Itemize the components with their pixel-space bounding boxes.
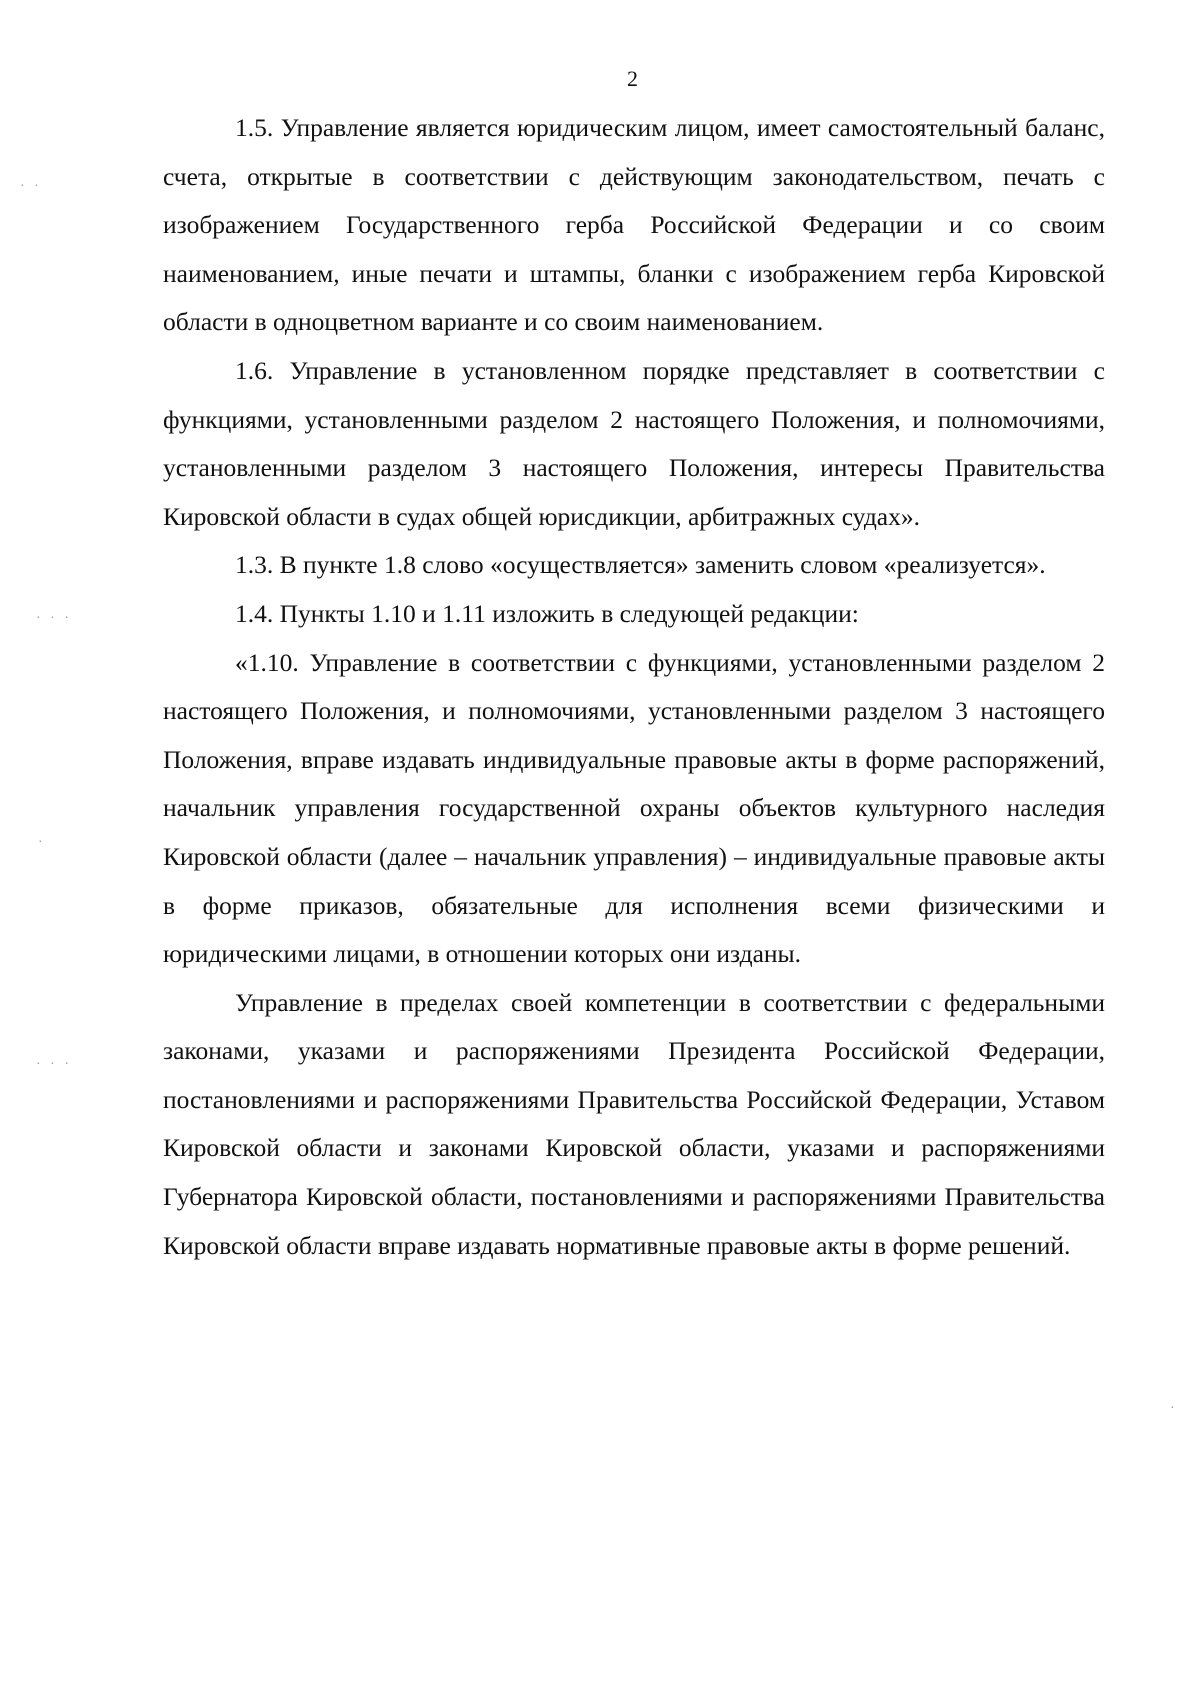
paragraph-1-6: 1.6. Управление в установленном порядке представляет в соответствии с функциями, установленными разделом 2 настоящего Положения, и полномочиями, установленными разделом 3 настоящего Положения, интересы Правительства Кировской области в судах общей юрисдикции, арбитражных судах». — [163, 355, 1105, 531]
scan-speck: · · · — [36, 1057, 72, 1072]
document-body — [163, 104, 1105, 1270]
scan-speck: · — [1170, 1401, 1178, 1416]
paragraph-1-4: 1.4. Пункты 1.10 и 1.11 изложить в следующей редакции: — [235, 598, 859, 628]
paragraph-competence: Управление в пределах своей компетенции в соответствии с федеральными законами, указами и распоряжениями Президента Российской Федерации, постановлениями и распоряжениями Правительства Российской Федерации, Уставом Кировской области и законами Кировской области, указами и распоряжениями Губернатора Кировской области, постановлениями и распоряжениями Правительства Кировской области вправе издавать нормативные правовые акты в форме решений. — [163, 987, 1105, 1260]
paragraph-1-3: 1.3. В пункте 1.8 слово «осуществляется» заменить словом «реализуется». — [235, 550, 1046, 580]
scan-speck: · · — [20, 179, 42, 194]
paragraph-1-5: 1.5. Управление является юридическим лицом, имеет самостоятельный баланс, счета, открытые в соответствии с действующим законодательством, печать с изображением Государственного герба Российской Федерации и со своим наименованием, иные печати и штампы, бланки с изображением герба Кировской области в одноцветном варианте и со своим наименованием. — [163, 113, 1105, 337]
scan-speck: · · · — [36, 611, 72, 626]
scan-speck: · — [38, 835, 46, 850]
page-number: 2 — [627, 66, 638, 91]
paragraph-1-10: «1.10. Управление в соответствии с функциями, установленными разделом 2 настоящего Положения, и полномочиями, установленными разделом 3 настоящего Положения, вправе издавать индивидуальные правовые акты в форме распоряжений, начальник управления государственной охраны объектов культурного наследия Кировской области (далее – начальник управления) – индивидуальные правовые акты в форме приказов, обязательные для исполнения всеми физическими и юридическими лицами, в отношении которых они изданы. — [163, 647, 1105, 969]
